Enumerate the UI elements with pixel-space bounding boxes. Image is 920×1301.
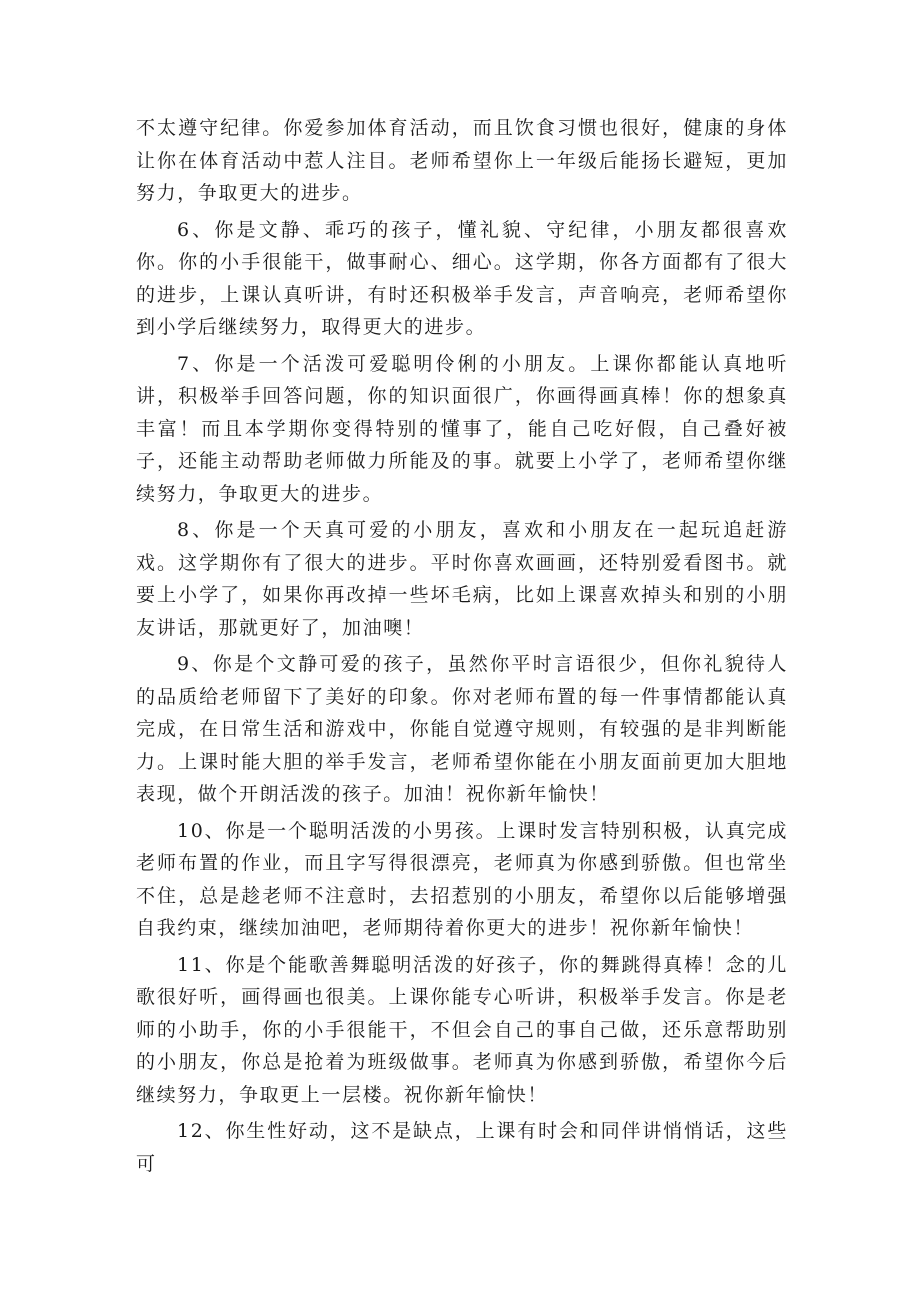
- paragraph-continuation: 不太遵守纪律。你爱参加体育活动，而且饮食习惯也很好，健康的身体让你在体育活动中惹人注目。老师希望你上一年级后能扬长避短，更加努力，争取更大的进步。: [136, 117, 788, 204]
- paragraph-item-8: 8、你是一个天真可爱的小朋友，喜欢和小朋友在一起玩追赶游戏。这学期你有了很大的进步。平时你喜欢画画，还特别爱看图书。就要上小学了，如果你再改掉一些坏毛病，比如上课喜欢掉头和别的小朋友讲话，那就更好了，加油噢！: [136, 519, 788, 639]
- paragraph-item-12: 12、你生性好动，这不是缺点，上课有时会和同伴讲悄悄话，这些可: [136, 1120, 788, 1175]
- paragraph-item-10: 10、你是一个聪明活泼的小男孩。上课时发言特别积极，认真完成老师布置的作业，而且字写得很漂亮，老师真为你感到骄傲。但也常坐不住，总是趁老师不注意时，去招惹别的小朋友，希望你以后能够增强自我约束，继续加油吧，老师期待着你更大的进步！祝你新年愉快！: [136, 819, 788, 939]
- paragraph-item-6: 6、你是文静、乖巧的孩子，懂礼貌、守纪律，小朋友都很喜欢你。你的小手很能干，做事耐心、细心。这学期，你各方面都有了很大的进步，上课认真听讲，有时还积极举手发言，声音响亮，老师希望你到小学后继续努力，取得更大的进步。: [136, 218, 788, 338]
- paragraph-item-11: 11、你是个能歌善舞聪明活泼的好孩子，你的舞跳得真棒！念的儿歌很好听，画得画也很美。上课你能专心听讲，积极举手发言。你是老师的小助手，你的小手很能干，不但会自己的事自己做，还乐意帮助别的小朋友，你总是抢着为班级做事。老师真为你感到骄傲，希望你今后继续努力，争取更上一层楼。祝你新年愉快！: [136, 953, 788, 1106]
- paragraph-item-7: 7、你是一个活泼可爱聪明伶俐的小朋友。上课你都能认真地听讲，积极举手回答问题，你的知识面很广，你画得画真棒！你的想象真丰富！而且本学期你变得特别的懂事了，能自己吃好假，自己叠好被子，还能主动帮助老师做力所能及的事。就要上小学了，老师希望你继续努力，争取更大的进步。: [136, 352, 788, 505]
- document-body: [136, 112, 788, 1184]
- paragraph-item-9: 9、你是个文静可爱的孩子，虽然你平时言语很少，但你礼貌待人的品质给老师留下了美好的印象。你对老师布置的每一件事情都能认真完成，在日常生活和游戏中，你能自觉遵守规则，有较强的是非判断能力。上课时能大胆的举手发言，老师希望你能在小朋友面前更加大胆地表现，做个开朗活泼的孩子。加油！祝你新年愉快！: [136, 653, 788, 805]
